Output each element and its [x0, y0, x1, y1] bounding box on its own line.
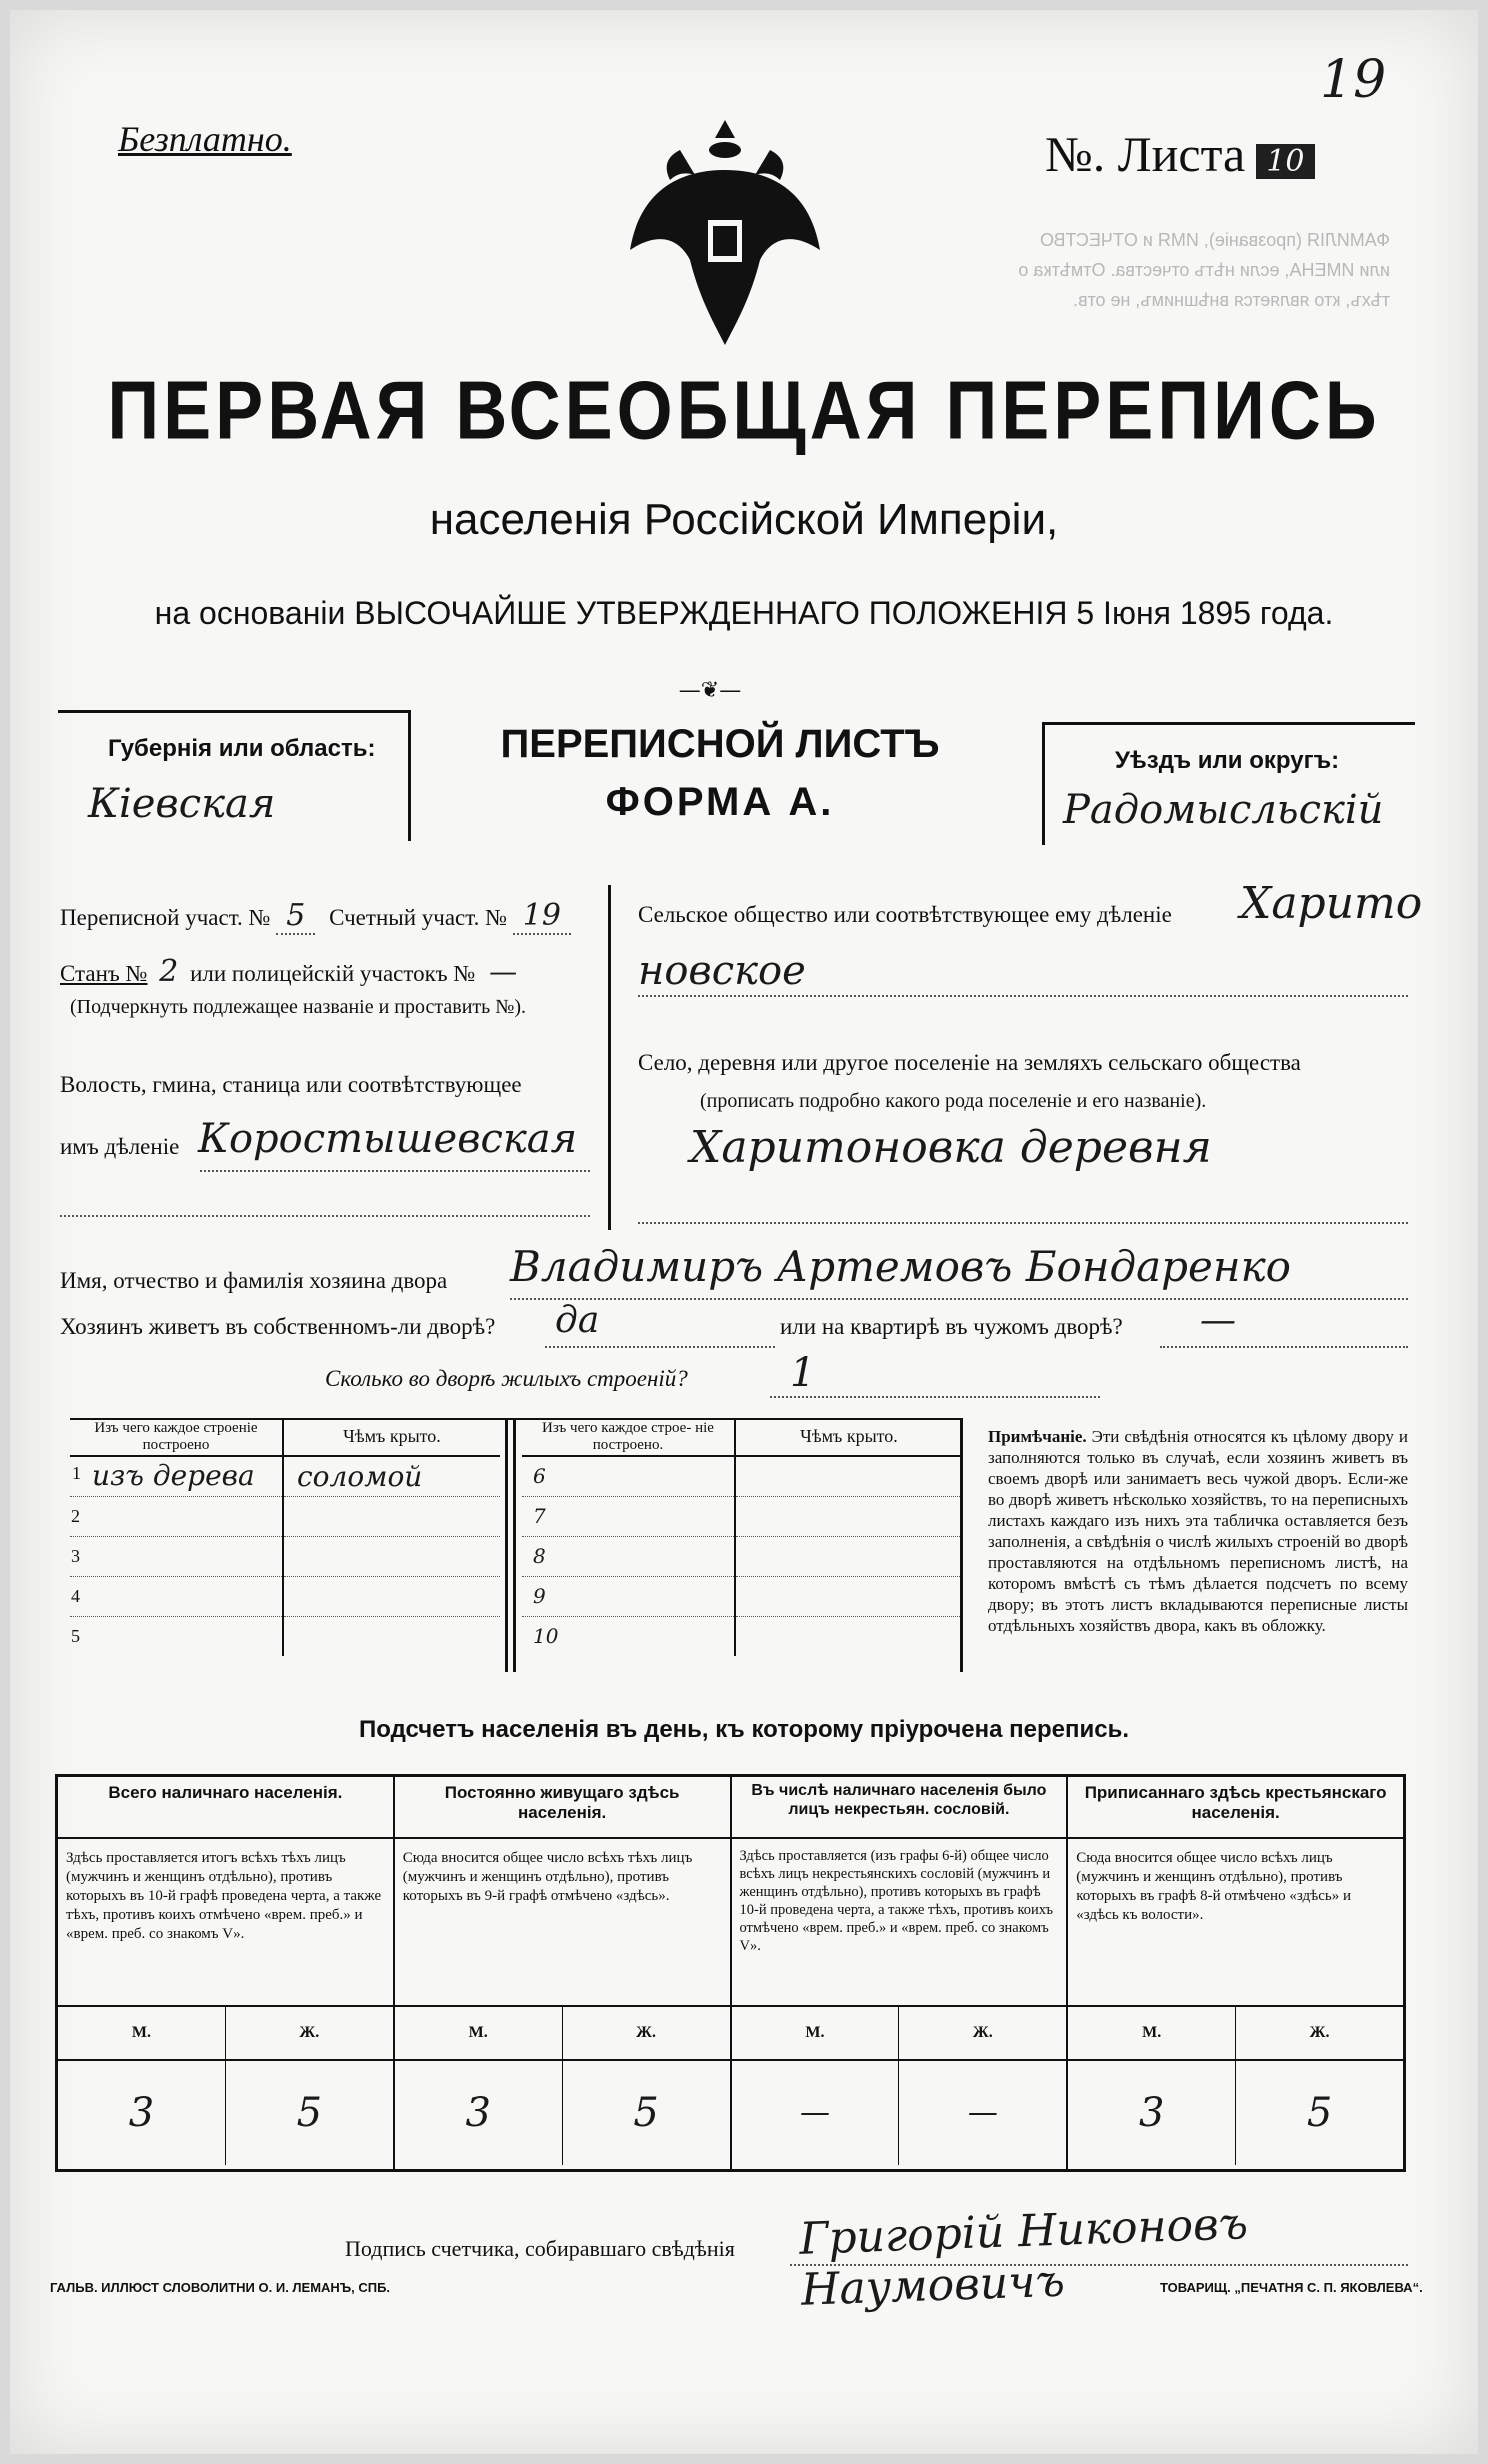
- stan-label: Станъ №: [60, 961, 148, 986]
- female-count: 5: [633, 2090, 659, 2136]
- sheet-number: [1045, 125, 1315, 183]
- village-value: Харитоновка деревня: [690, 1122, 1212, 1173]
- signature-underline: [790, 2264, 1408, 2266]
- building-row: [70, 1576, 500, 1616]
- table-double-rule-2: [513, 1418, 516, 1672]
- imperial-eagle-icon: [620, 110, 830, 350]
- volost-label-1: Волость, гмина, станица или соотвѣтствующее: [60, 1072, 522, 1097]
- building-row: [70, 1616, 500, 1656]
- form-title-line2: ФОРМА А.: [605, 780, 835, 824]
- building-row-number: 6: [533, 1464, 546, 1489]
- signature-value: Григорій Никоновъ Наумовичъ: [798, 2198, 1249, 2316]
- col-roof-header-2: Чѣмъ крыто.: [735, 1418, 962, 1456]
- census-district-label: Переписной участ. №: [60, 905, 271, 930]
- community-value-2: новское: [638, 948, 806, 994]
- note-title: Примѣчаніе.: [988, 1427, 1087, 1446]
- community-value-1: Харито: [1240, 878, 1423, 929]
- building-row: [70, 1536, 500, 1576]
- buildings-note: [988, 1426, 1408, 1636]
- note-text: Эти свѣдѣнія относятся къ цѣлому двору и заполняются только въ случаѣ, если хозяинъ живетъ въ своемъ дворѣ или занимаетъ весь чужой дворъ. Если-же во дворѣ живетъ нѣсколько хозяйствъ, то на переписныхъ листахъ каждаго изъ нихъ эта табличка оставляется безъ заполненія, а свѣдѣнія о числѣ жилыхъ строеній во дворѣ проставляются на отдѣльномъ переписномъ листѣ, на которомъ вмѣстѣ съ тѣмъ дѣлается подсчетъ по всему двору; въ этотъ листъ вкладываются переписные листы отдѣльныхъ хозяйствъ двора, какъ въ обложку.: [988, 1427, 1408, 1635]
- population-column-desc: Здѣсь проставляется итогъ всѣхъ тѣхъ лицъ (мужчинъ и женщинъ отдѣльно), противъ которыхъ въ 10-й графѣ проведена черта, а также тѣхъ, противъ коихъ отмѣчено «врем. преб.» и «врем. преб. со знакомъ V».: [58, 1839, 393, 2007]
- uezd-value: Радомысльскій: [1063, 787, 1384, 833]
- village-label: Село, деревня или другое поселеніе на земляхъ сельскаго общества: [638, 1050, 1301, 1075]
- building-row-number: 1: [72, 1463, 81, 1483]
- own-yard-value: да: [555, 1300, 600, 1341]
- basis-line: на основаніи ВЫСОЧАЙШЕ УТВЕРЖДЕННАГО ПОЛОЖЕНІЯ 5 Іюня 1895 года.: [154, 595, 1334, 631]
- male-count: —: [732, 2061, 900, 2165]
- male-label: М.: [395, 2007, 563, 2059]
- own-yard-underline: [545, 1346, 775, 1348]
- male-label: М.: [732, 2007, 900, 2059]
- male-count: 3: [58, 2061, 226, 2165]
- population-column-desc: Сюда вносится общее число всѣхъ лицъ (мужчинъ и женщинъ отдѣльно), противъ которыхъ въ графѣ 8-й отмѣчено «здѣсь» и «здѣсь къ волости».: [1068, 1839, 1403, 2007]
- population-title: Подсчетъ населенія въ день, къ которому пріурочена перепись.: [359, 1716, 1129, 1743]
- buildings-table-right-rule: [960, 1418, 963, 1672]
- volost-underline-2: [60, 1215, 590, 1217]
- stan-field: [60, 954, 525, 989]
- volost-value: Коростышевская: [198, 1116, 578, 1162]
- main-title: ПЕРВАЯ ВСЕОБЩАЯ ПЕРЕПИСЬ: [107, 365, 1381, 457]
- population-column: [732, 1777, 1069, 2169]
- stan-value: 2: [159, 954, 179, 989]
- buildings-table-right: [522, 1418, 962, 1656]
- community-underline: [638, 995, 1408, 997]
- building-row-number: 9: [533, 1584, 546, 1608]
- police-value: —: [489, 955, 518, 988]
- male-label: М.: [58, 2007, 226, 2059]
- census-form-page: [10, 10, 1478, 2454]
- female-label: Ж.: [972, 2024, 993, 2041]
- male-count: 3: [1068, 2061, 1236, 2165]
- gubernia-box: [58, 710, 411, 841]
- gubernia-label: Губернія или область:: [108, 735, 376, 762]
- building-row-number: 2: [71, 1505, 80, 1526]
- population-column-header: Въ числѣ наличнаго населенія было лицъ некрестьян. сословій.: [732, 1777, 1067, 1839]
- form-title-line1: ПЕРЕПИСНОЙ ЛИСТЪ: [500, 722, 940, 766]
- building-roof: соломой: [297, 1459, 423, 1493]
- printer-left: ГАЛЬВ. ИЛЛЮСТ СЛОВОЛИТНИ О. И. ЛЕМАНЪ, СПБ.: [50, 2280, 391, 2295]
- stan-note: (Подчеркнуть подлежащее названіе и проставить №).: [70, 996, 526, 1018]
- female-count: —: [967, 2095, 998, 2130]
- female-count: 5: [296, 2090, 323, 2136]
- table-double-rule: [505, 1418, 508, 1672]
- female-count: 5: [1306, 2090, 1333, 2136]
- sheet-number-value: 10: [1256, 144, 1314, 179]
- building-row-number: 3: [71, 1545, 80, 1566]
- population-table: [55, 1774, 1406, 2172]
- population-column-desc: Сюда вносится общее число всѣхъ тѣхъ лицъ (мужчинъ и женщинъ отдѣльно), противъ которыхъ въ 9-й графѣ отмѣчено «здѣсь».: [395, 1839, 730, 2007]
- col-material-header: Изъ чего каждое строеніе построено: [70, 1418, 283, 1456]
- population-column: [58, 1777, 395, 2169]
- community-label: Сельское общество или соотвѣтствующее ему дѣленіе: [638, 902, 1172, 927]
- ornament-divider: —❦—: [678, 678, 742, 703]
- buildings-table-left: [70, 1418, 500, 1656]
- building-material: изъ дерева: [92, 1459, 255, 1492]
- village-note: (прописать подробно какого рода поселеніе и его названіе).: [700, 1090, 1207, 1112]
- subtitle: населенія Россійской Имперіи,: [429, 495, 1059, 544]
- female-label: Ж.: [1309, 2024, 1330, 2041]
- male-count: 3: [395, 2061, 563, 2165]
- village-underline: [638, 1222, 1408, 1224]
- building-row-number: 7: [533, 1504, 546, 1528]
- buildings-table-top-rule: [70, 1418, 962, 1420]
- signature-label: Подпись счетчика, собиравшаго свѣдѣнія: [345, 2236, 735, 2261]
- building-row: [522, 1456, 962, 1496]
- population-column-desc: Здѣсь проставляется (изъ графы 6-й) общее число всѣхъ лицъ некрестьянскихъ сословій (мужчинъ и женщинъ отдѣльно), противъ которыхъ въ графѣ 10-й проведена черта, а также тѣхъ, противъ коихъ отмѣчено «врем. преб.» и «врем. преб. со знакомъ V».: [732, 1839, 1067, 2007]
- rented-label: или на квартирѣ въ чужомъ дворѣ?: [780, 1314, 1123, 1339]
- buildings-underline: [770, 1396, 1100, 1398]
- owner-name-label: Имя, отчество и фамилія хозяина двора: [60, 1268, 448, 1293]
- building-row: [522, 1616, 962, 1656]
- building-row: [522, 1496, 962, 1536]
- buildings-value: 1: [790, 1350, 816, 1396]
- buildings-table: [70, 1418, 960, 1672]
- uezd-label: Уѣздъ или округъ:: [1115, 747, 1340, 774]
- police-label: или полицейскій участокъ №: [190, 961, 476, 986]
- volost-underline: [200, 1170, 590, 1172]
- building-row-number: 5: [71, 1625, 80, 1646]
- population-column-header: Всего наличнаго населенія.: [58, 1777, 393, 1839]
- free-label: Безплатно.: [118, 119, 292, 159]
- female-label: Ж.: [299, 2024, 320, 2041]
- population-column: [1068, 1777, 1403, 2169]
- population-column: [395, 1777, 732, 2169]
- printer-right: ТОВАРИЩ. „ПЕЧАТНЯ С. П. ЯКОВЛЕВА“.: [1160, 2280, 1423, 2295]
- population-column-header: Постоянно живущаго здѣсь населенія.: [395, 1777, 730, 1839]
- uezd-box: [1042, 722, 1415, 845]
- building-row: [70, 1456, 500, 1496]
- col-material-header-2: Изъ чего каждое строе- ніе построено.: [522, 1418, 735, 1456]
- page-number: 19: [1320, 50, 1387, 110]
- counting-district-label: Счетный участ. №: [329, 905, 508, 930]
- counting-district-value: 19: [513, 898, 571, 935]
- building-row-number: 8: [533, 1544, 546, 1568]
- census-district-value: 5: [276, 898, 315, 935]
- owner-name-value: Владимиръ Артемовъ Бондаренко: [510, 1242, 1291, 1291]
- column-divider: [608, 885, 611, 1230]
- female-label: Ж.: [636, 2024, 656, 2041]
- bleed-through-text: ФАМИЛІЯ (прозваніе), ИМЯ и ОТЧЕСТВО или ИМЕНА, если нѣтъ отчества. Отмѣтка о тѣхъ, кто является внѣшнимъ, не отв.: [1018, 230, 1390, 310]
- building-row: [522, 1576, 962, 1616]
- rented-underline: [1160, 1346, 1408, 1348]
- building-row-number: 4: [71, 1585, 80, 1606]
- col-roof-header: Чѣмъ крыто.: [283, 1418, 500, 1456]
- sheet-number-label: №. Листа: [1045, 126, 1246, 182]
- male-label: М.: [1068, 2007, 1236, 2059]
- gubernia-value: Кіевская: [88, 781, 276, 827]
- population-column-header: Приписаннаго здѣсь крестьянскаго населенія.: [1068, 1777, 1403, 1839]
- rented-value: —: [1200, 1300, 1236, 1341]
- building-row: [522, 1536, 962, 1576]
- building-row-number: 10: [533, 1624, 559, 1649]
- volost-label-2: имъ дѣленіе: [60, 1134, 180, 1159]
- building-row: [70, 1496, 500, 1536]
- census-district-field: [60, 898, 571, 933]
- buildings-label: Сколько во дворѣ жилыхъ строеній?: [325, 1366, 688, 1391]
- own-yard-label: Хозяинъ живетъ въ собственномъ-ли дворѣ?: [60, 1314, 496, 1339]
- owner-underline: [510, 1298, 1408, 1300]
